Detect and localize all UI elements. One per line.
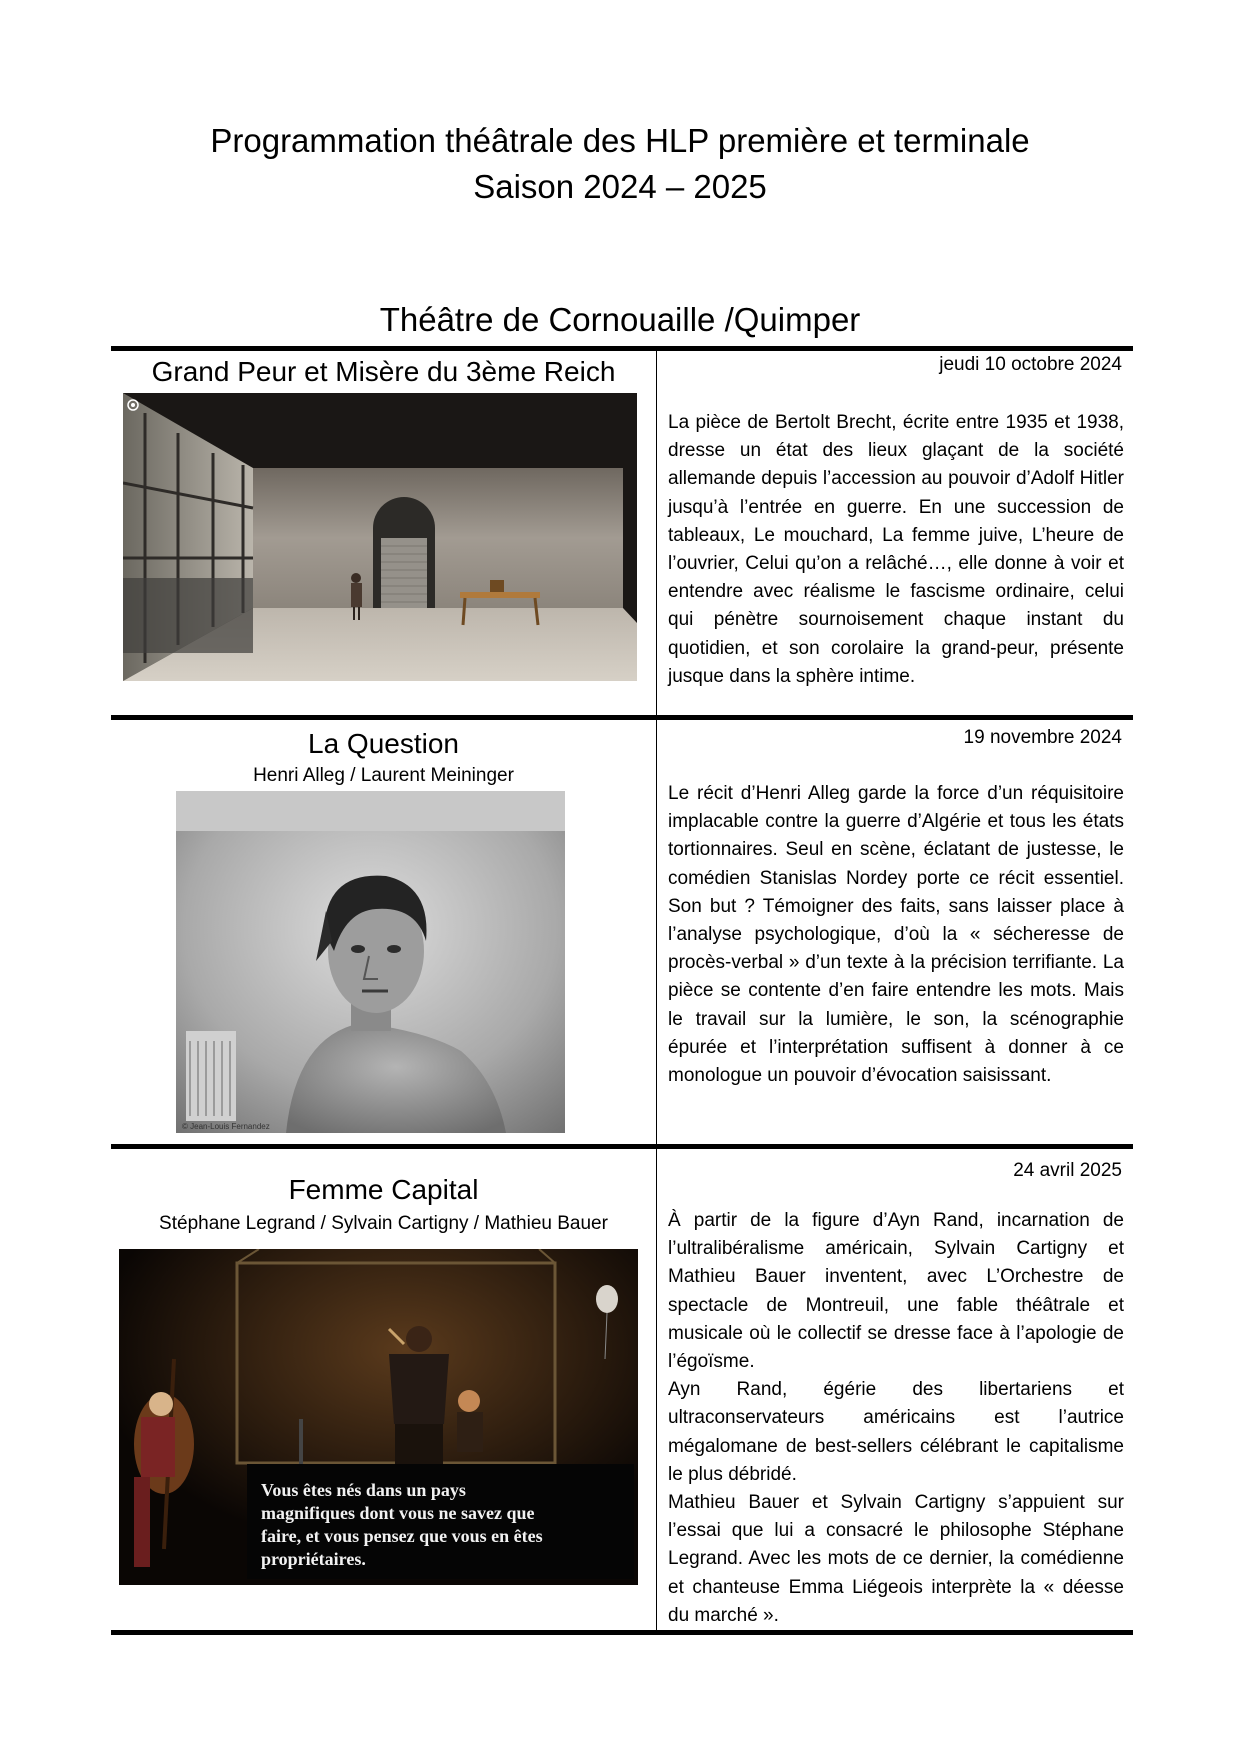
column-divider bbox=[656, 1149, 657, 1630]
document-title bbox=[0, 118, 1240, 210]
section-rule-2 bbox=[111, 1144, 1133, 1149]
play-description bbox=[668, 1207, 1124, 1630]
play-date: 24 avril 2025 bbox=[1013, 1160, 1122, 1181]
play-title: Femme Capital bbox=[288, 1174, 479, 1205]
column-divider bbox=[656, 351, 657, 715]
section-rule-1 bbox=[111, 715, 1133, 720]
subtitle-text-line: propriétaires. bbox=[261, 1549, 366, 1569]
description-paragraph: La pièce de Bertolt Brecht, écrite entre 1935 et 1938, dresse un état des lieux glaçant de la société allemande depuis l’accession au pouvoir d’Adolf Hitler jusqu’à l’entrée en guerre. En une succession de tableaux, Le mouchard, La femme juive, L’heure de l’ouvrier, Celui qu’on a relâché…, elle donne à voir et entendre avec réalisme le fascisme ordinaire, celui qui pénètre sournoisement chaque instant du quotidien, et son corolaire la grand-peur, présente jusque dans la sphère intime. bbox=[668, 412, 1124, 687]
stage-set-photo bbox=[123, 393, 637, 681]
description-paragraph: Le récit d’Henri Alleg garde la force d’un réquisitoire implacable contre la guerre d’Algérie et tous les états tortionnaires. Seul en scène, éclatant de justesse, le comédien Stanislas Nordey porte ce récit essentiel. Son but ? Témoigner des faits, sans laisser place à l’analyse psychologique, d’où la « sécheresse de procès-verbal » d’un texte à la précision terrifiante. La pièce se contente d’en faire entendre les mots. Mais le travail sur la lumière, le son, la scénographie épurée et l’interprétation suffisent à donner à ce monologue un pouvoir d’évocation saisissant. bbox=[668, 783, 1124, 1087]
play-date: 19 novembre 2024 bbox=[963, 727, 1122, 748]
play-title: La Question bbox=[308, 728, 459, 759]
play-credits: Henri Alleg / Laurent Meininger bbox=[253, 765, 514, 786]
play-date: jeudi 10 octobre 2024 bbox=[939, 354, 1122, 375]
venue-heading: Théâtre de Cornouaille /Quimper bbox=[379, 301, 861, 338]
title-line-2: Saison 2024 – 2025 bbox=[473, 168, 767, 205]
description-paragraph: Mathieu Bauer et Sylvain Cartigny s’appuient sur l’essai que lui a consacré le philosophe Stéphane Legrand. Avec les mots de ce dernier, la comédienne et chanteuse Emma Liégeois interprète la « déesse du marché ». bbox=[668, 1492, 1124, 1626]
section-rule-bottom bbox=[111, 1630, 1133, 1635]
subtitle-text-line: faire, et vous pensez que vous en êtes bbox=[261, 1526, 543, 1546]
description-paragraph: À partir de la figure d’Ayn Rand, incarnation de l’ultralibéralisme américain, Sylvain Cartigny et Mathieu Bauer inventent, avec L’Orchestre de spectacle de Montreuil, une fable théâtrale et musicale où le collectif se dresse face à l’apologie de l’égoïsme. bbox=[668, 1210, 1124, 1373]
play-title: Grand Peur et Misère du 3ème Reich bbox=[151, 356, 616, 387]
column-divider bbox=[656, 720, 657, 1144]
subtitle-text-line: magnifiques dont vous ne savez que bbox=[261, 1503, 535, 1523]
actor-portrait-photo bbox=[176, 791, 565, 1133]
description-paragraph: Ayn Rand, égérie des libertariens et ultraconservateurs américains est l’autrice mégalomane de best-sellers célébrant le capitalisme le plus débridé. bbox=[668, 1379, 1124, 1485]
title-line-1: Programmation théâtrale des HLP première et terminale bbox=[210, 122, 1030, 159]
section-rule-top bbox=[111, 346, 1133, 351]
subtitle-text-line: Vous êtes nés dans un pays bbox=[261, 1480, 466, 1500]
concert-stage-photo bbox=[119, 1249, 638, 1585]
photo-credit: © Jean-Louis Fernandez bbox=[182, 1122, 270, 1131]
play-description bbox=[668, 409, 1124, 691]
play-credits: Stéphane Legrand / Sylvain Cartigny / Mathieu Bauer bbox=[159, 1213, 608, 1234]
play-description bbox=[668, 780, 1124, 1090]
